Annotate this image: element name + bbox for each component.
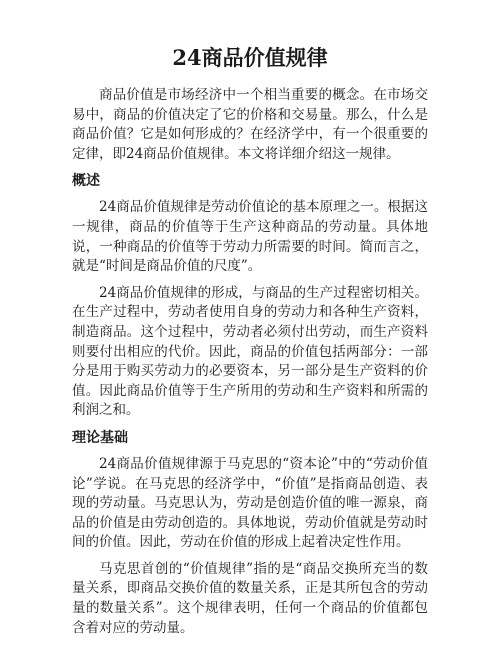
overview-paragraph-2: 24商品价值规律的形成，与商品的生产过程密切相关。在生产过程中，劳动者使用自身的劳动力和各种生产资料，制造商品。这个过程中，劳动者必须付出劳动，而生产资料则要付出相应的代价。因此，商品的价值包括两部分：一部分是用于购买劳动力的必要资本，另一部分是生产资料的价值。因此商品价值等于生产所用的劳动和生产资料和所需的利润之和。 [72, 284, 428, 419]
intro-paragraph: 商品价值是市场经济中一个相当重要的概念。在市场交易中，商品的价值决定了它的价格和交易量。那么，什么是商品价值？它是如何形成的？在经济学中，有一个很重要的定律，即24商品价值规律。本文将详细介绍这一规律。 [72, 87, 428, 162]
document-title: 24商品价值规律 [172, 45, 328, 70]
theory-paragraph-2: 马克思首创的“价值规律”指的是“商品交换所充当的数量关系，即商品交换价值的数量关系，正是其所包含的劳动量的数量关系”。这个规律表明，任何一个商品的价值都包含着对应的劳动量。 [72, 560, 428, 636]
section-heading-theory: 理论基础 [72, 429, 128, 446]
theory-paragraph-1: 24商品价值规律源于马克思的“资本论”中的“劳动价值论”学说。在马克思的经济学中，“价值”是指商品创造、表现的劳动量。马克思认为，劳动是创造价值的唯一源泉，商品的价值是由劳动创造的。具体地说，劳动价值就是劳动时间的价值。因此，劳动在价值的形成上起着决定性作用。 [72, 455, 428, 551]
overview-paragraph-1: 24商品价值规律是劳动价值论的基本原理之一。根据这一规律，商品的价值等于生产这种商品的劳动量。具体地说，一种商品的价值等于劳动力所需要的时间。简而言之，就是“时间是商品价值的尺度”。 [72, 199, 428, 275]
section-heading-overview: 概述 [72, 173, 100, 190]
